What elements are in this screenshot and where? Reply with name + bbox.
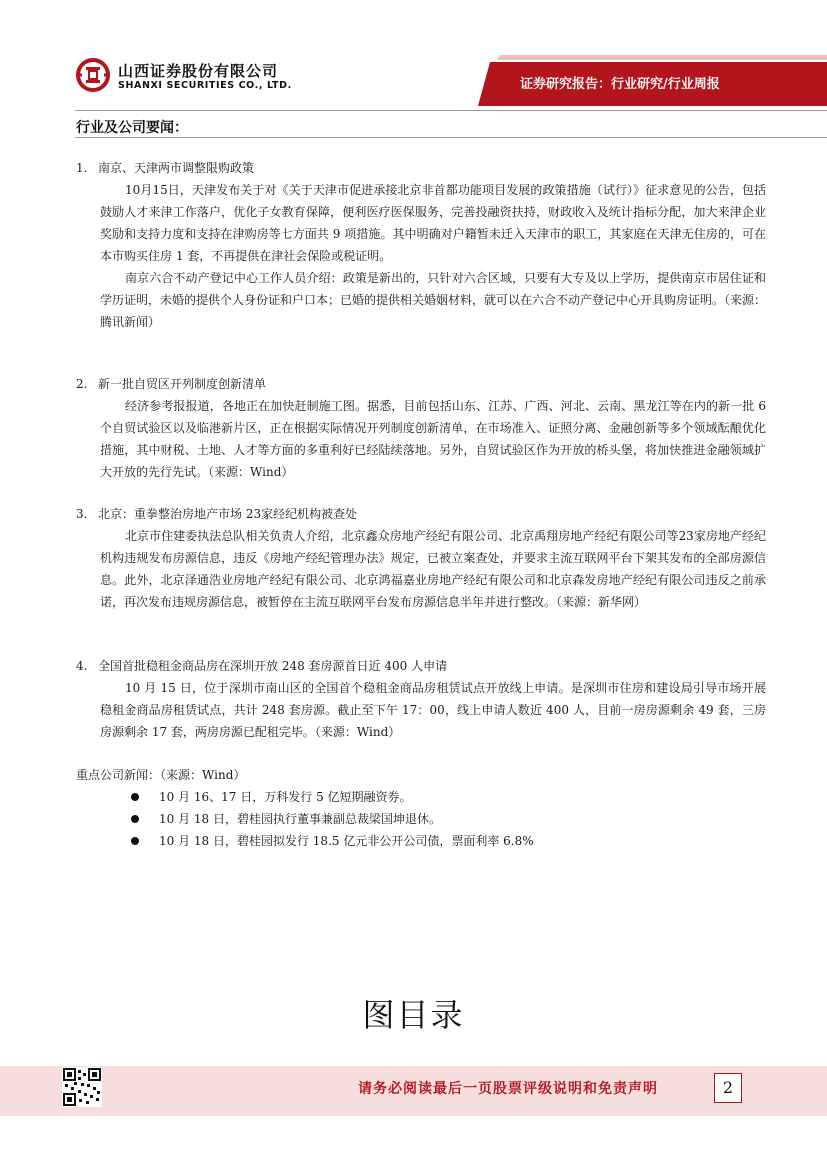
bullet-icon [131,815,139,823]
page-number: 2 [714,1073,742,1103]
key-news-text: 10 月 18 日，碧桂园拟发行 18.5 亿元非公开公司债，票面利率 6.8% [159,834,534,848]
news-title: 南京、天津两市调整限购政策 [98,161,255,175]
news-heading [76,655,766,677]
key-company-news [76,764,766,852]
bullet-icon [131,837,139,845]
news-paragraph: 经济参考报报道，各地正在加快赶制施工图。据悉，目前包括山东、江苏、广西、河北、云南、黑龙江等在内的新一批 6 个自贸试验区以及临港新片区，正在根据实际情况开列制度创新清单，在市场准入、证照分离、金融创新等多个领域酝酿优化措施，其中财税、土地、人才等方面的多重利好已经陆续落地。另外，自贸试验区作为开放的桥头堡，将加快推进金融领域扩大开放的先行先试。（来源：Wind） [100,399,766,479]
news-heading [76,157,766,179]
news-title: 北京：重拳整治房地产市场 23家经纪机构被查处 [98,507,358,521]
key-news-text: 10 月 16、17 日，万科发行 5 亿短期融资券。 [159,790,412,804]
key-news-list [76,786,766,852]
news-item [76,655,766,743]
qr-code-icon [62,1067,102,1107]
company-name-cn: 山西证券股份有限公司 [118,62,279,80]
list-item [131,808,766,830]
news-number: 4. [76,659,88,673]
news-number: 3. [76,507,88,521]
news-item [76,503,766,613]
news-heading [76,503,766,525]
news-paragraph: 南京六合不动产登记中心工作人员介绍：政策是新出的，只针对六合区域，只要有大专及以上学历，提供南京市居住证和学历证明，未婚的提供个人身份证和户口本；已婚的提供相关婚姻材料，就可以在六合不动产登记中心开具购房证明。（来源：腾讯新闻） [100,271,767,329]
company-name-en: SHANXI SECURITIES CO., LTD. [118,80,292,91]
news-number: 2. [76,377,88,391]
report-type: 证券研究报告：行业研究/行业周报 [520,77,720,92]
header-band [0,0,827,115]
company-logo-icon [76,58,110,92]
page-header [0,0,827,120]
key-news-heading: 重点公司新闻：（来源：Wind） [76,768,246,782]
news-paragraph: 10 月 15 日，位于深圳市南山区的全国首个稳租金商品房租赁试点开放线上申请。是深圳市住房和建设局引导市场开展稳租金商品房租赁试点，共计 248 套房源。截止至下午 17：00，线上申请人数近 400 人，目前一房房源剩余 49 套，三房房源剩余 17 套，两房房源已配租完毕。（来源：Wind） [100,681,766,739]
news-number: 1. [76,161,88,175]
news-heading [76,373,766,395]
news-item [76,373,766,483]
news-paragraph: 北京市住建委执法总队相关负责人介绍，北京鑫众房地产经纪有限公司、北京禹翔房地产经纪有限公司等23家房地产经纪机构违规发布房源信息，违反《房地产经纪管理办法》规定，已被立案查处，并要求主流互联网平台下架其发布的全部房源信息。此外，北京泽通浩业房地产经纪有限公司、北京鸿福嘉业房地产经纪有限公司和北京森发房地产经纪有限公司违反之前承诺，再次发布违规房源信息，被暂停在主流互联网平台发布房源信息半年并进行整改。（来源：新华网） [100,529,766,609]
header-divider [75,110,827,111]
section-title: 行业及公司要闻： [76,120,188,136]
list-item [131,830,766,852]
key-news-text: 10 月 18 日，碧桂园执行董事兼副总裁梁国坤退休。 [159,812,441,826]
bullet-icon [131,793,139,801]
toc-title: 图目录 [362,996,465,1034]
news-paragraph: 10月15日，天津发布关于对《关于天津市促进承接北京非首都功能项目发展的政策措施（试行）》征求意见的公告，包括鼓励人才来津工作落户，优化子女教育保障，便利医疗医保服务，完善投融资扶持，财政收入及统计指标分配，加大来津企业奖励和支持力度和支持在津购房等七方面共 9 项措施。其中明确对户籍暂未迁入天津市的职工，其家庭在天津无住房的，可在本市购买住房 1 套，不再提供在津社会保险或税证明。 [100,183,766,263]
news-title: 新一批自贸区开列制度创新清单 [98,377,267,391]
news-title: 全国首批稳租金商品房在深圳开放 248 套房源首日近 400 人申请 [98,659,448,673]
news-item [76,157,766,333]
section-divider [75,137,827,138]
list-item [131,786,766,808]
disclaimer-text: 请务必阅读最后一页股票评级说明和免责声明 [358,1081,658,1097]
